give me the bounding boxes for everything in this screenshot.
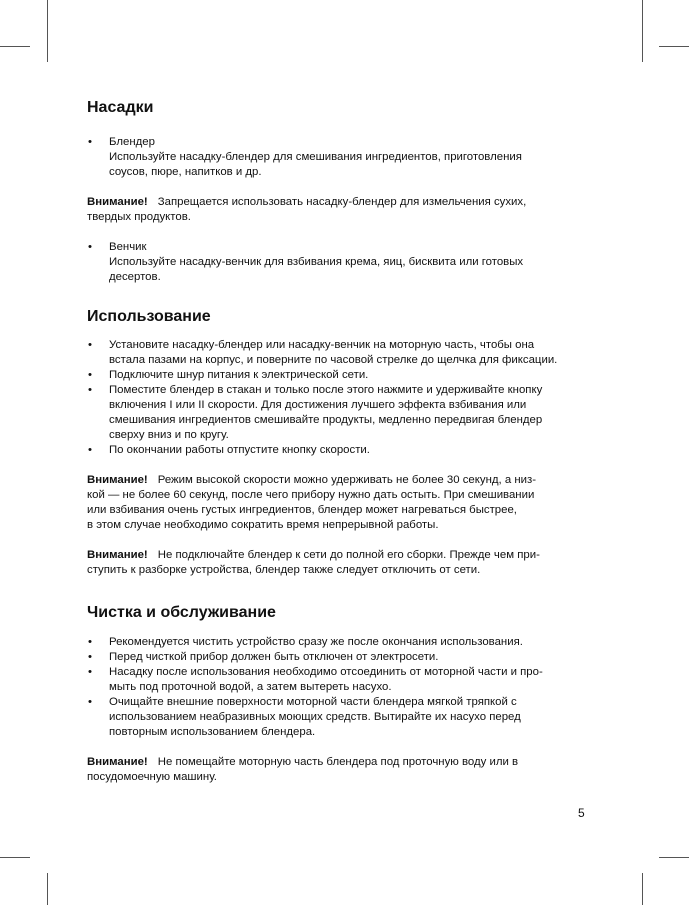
list-item: • Подключите шнур питания к электрической сети. (87, 368, 587, 383)
list-item: • Венчик Используйте насадку-венчик для взбивания крема, яиц, бисквита или готовых десертов. (87, 240, 587, 285)
list-item: • Установите насадку-блендер или насадку-венчик на моторную часть, чтобы она встала пазами на корпус, и поверните по часовой стрелке до щелчка для фиксации. (87, 338, 587, 368)
attachments-whisk-list (87, 240, 587, 285)
section-heading-usage: Использование (87, 308, 211, 325)
list-item: • Перед чисткой прибор должен быть отключен от электросети. (87, 650, 587, 665)
usage-steps-list (87, 338, 587, 458)
list-item: • Очищайте внешние поверхности моторной части блендера мягкой тряпкой с использованием неабразивных моющих средств. Вытирайте их насухо перед повторным использованием блендера. (87, 695, 587, 740)
crop-mark-tl-h (0, 46, 30, 47)
list-item: • По окончании работы отпустите кнопку скорости. (87, 443, 587, 458)
crop-mark-tl-v (47, 0, 48, 62)
crop-mark-br-h (659, 857, 689, 858)
cleaning-steps-list (87, 635, 587, 740)
section-heading-cleaning: Чистка и обслуживание (87, 604, 276, 621)
crop-mark-bl-v (47, 873, 48, 905)
warning-note: Внимание! Запрещается использовать насадку-блендер для измельчения сухих, твердых продуктов. (87, 196, 527, 223)
list-item: • Насадку после использования необходимо отсоединить от моторной части и про- мыть под проточной водой, а затем вытереть насухо. (87, 665, 587, 695)
warning-note: Внимание! Режим высокой скорости можно удерживать не более 30 секунд, а низ- кой — не более 60 секунд, после чего прибору нужно дать остыть. При смешивании или взбивания очень густых ингредиентов, блендер может нагреваться быстрее, в этом случае необходимо сократить время непрерывной работы. (87, 474, 537, 531)
page-number: 5 (578, 806, 585, 820)
list-item: • Поместите блендер в стакан и только после этого нажмите и удерживайте кнопку включения I или II скорости. Для достижения лучшего эффекта взбивания или смешивания ингредиентов смешивайте продукты, медленно передвигая блендер сверху вниз и по кругу. (87, 383, 587, 443)
crop-mark-tr-v (642, 0, 643, 62)
page-content (87, 98, 587, 785)
attachments-blender-list (87, 135, 587, 180)
crop-mark-br-v (642, 873, 643, 905)
list-item: • Блендер Используйте насадку-блендер для смешивания ингредиентов, приготовления соусов, пюре, напитков и др. (87, 135, 587, 180)
warning-note: Внимание! Не подключайте блендер к сети до полной его сборки. Прежде чем при- ступить к разборке устройства, блендер также следует отключить от сети. (87, 549, 540, 576)
list-item: • Рекомендуется чистить устройство сразу же после окончания использования. (87, 635, 587, 650)
crop-mark-bl-h (0, 857, 30, 858)
warning-note: Внимание! Не помещайте моторную часть блендера под проточную воду или в посудомоечную машину. (87, 756, 519, 783)
section-heading-attachments: Насадки (87, 99, 154, 116)
crop-mark-tr-h (659, 46, 689, 47)
